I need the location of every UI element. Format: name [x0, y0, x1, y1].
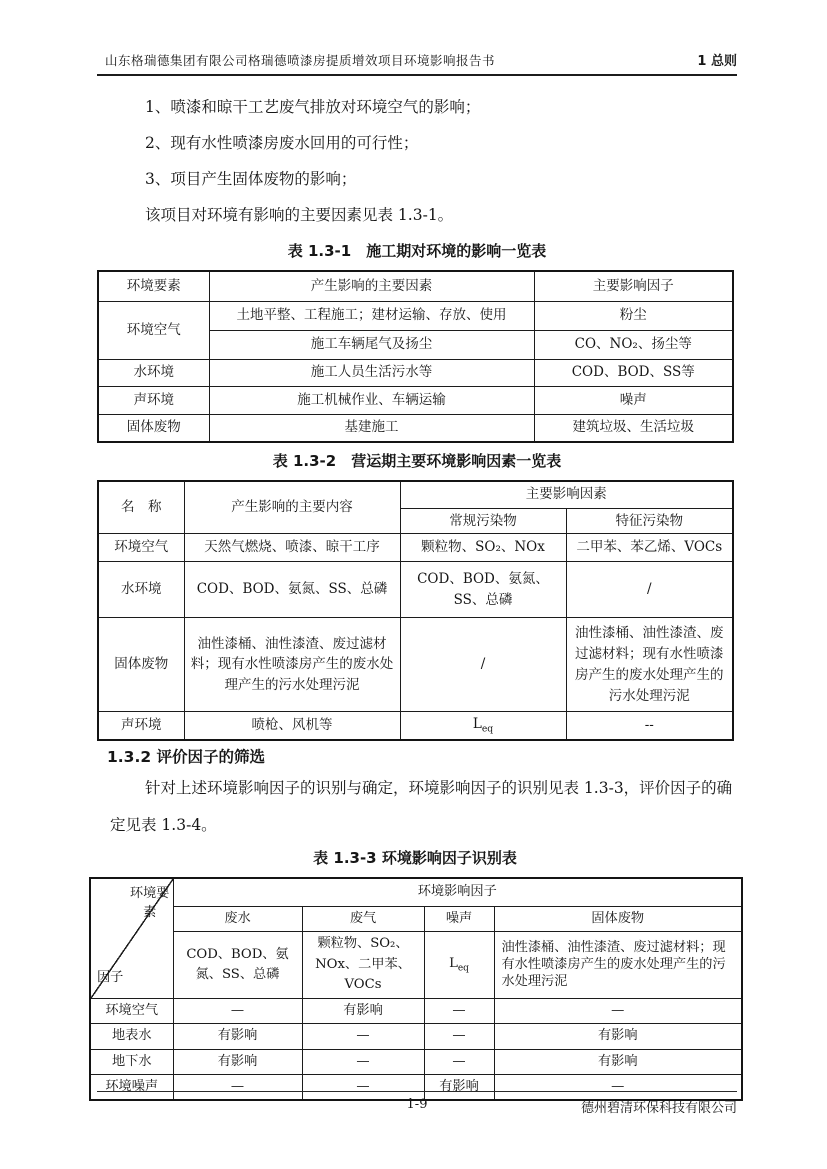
col-header: 特征污染物: [566, 508, 733, 534]
table-cell: 环境空气: [98, 534, 184, 562]
table-cell: 环境空气: [98, 301, 209, 359]
table-cell: 油性漆桶、油性漆渣、废过滤材料；现有水性喷漆房产生的废水处理产生的污水处理污泥: [566, 618, 733, 712]
table-cell: /: [400, 618, 566, 712]
corner-label-factor: 因子: [97, 970, 124, 986]
page-number: 1-9: [406, 1097, 428, 1112]
col-header: 噪声: [424, 906, 494, 931]
table-cell: 有影响: [494, 1024, 742, 1049]
header-chapter-label: 1 总则: [697, 54, 737, 69]
table-cell: 颗粒物、SO₂、NOx: [400, 534, 566, 562]
table-cell: —: [424, 1049, 494, 1074]
factor-identification-table: [89, 877, 743, 1101]
table-cell: 声环境: [98, 712, 184, 740]
col-header: 主要影响因子: [534, 271, 733, 301]
table-cell: COD、BOD、氨氮、SS、总磷: [400, 562, 566, 618]
table-cell: 水环境: [98, 562, 184, 618]
table-cell: COD、BOD、氨氮、SS、总磷: [173, 932, 302, 998]
row-header: 地下水: [90, 1049, 173, 1074]
table-cell: 有影响: [494, 1049, 742, 1074]
table-cell: 土地平整、工程施工；建材运输、存放、使用: [209, 301, 534, 330]
table-cell: 天然气燃烧、喷漆、晾干工序: [184, 534, 400, 562]
table-cell: —: [494, 998, 742, 1023]
header-report-title: 山东格瑞德集团有限公司格瑞德喷漆房提质增效项目环境影响报告书: [105, 53, 496, 68]
operation-impact-table: [97, 480, 734, 741]
table-cell: 油性漆桶、油性漆渣、废过滤材料；现有水性喷漆房产生的废水处理产生的污水处理污泥: [494, 932, 742, 998]
table-cell: 二甲苯、苯乙烯、VOCs: [566, 534, 733, 562]
table-cell: 有影响: [173, 1049, 302, 1074]
table-cell: 颗粒物、SO₂、NOx、二甲苯、VOCs: [302, 932, 424, 998]
table-cell: 有影响: [173, 1024, 302, 1049]
table-cell: 固体废物: [98, 414, 209, 442]
intro-block: [110, 89, 735, 233]
col-header: 废水: [173, 906, 302, 931]
table-cell: —: [424, 998, 494, 1023]
table-cell: —: [173, 1075, 302, 1101]
table-cell: 声环境: [98, 386, 209, 414]
col-header: 固体废物: [494, 906, 742, 931]
col-header: 废气: [302, 906, 424, 931]
table-cell: COD、BOD、氨氮、SS、总磷: [184, 562, 400, 618]
table-cell: —: [302, 1075, 424, 1101]
footer-company: 德州碧清环保科技有限公司: [580, 1101, 737, 1116]
list-item: 3、项目产生固体废物的影响；: [145, 170, 357, 188]
col-header: 产生影响的主要内容: [184, 481, 400, 534]
page-footer: [97, 1091, 737, 1118]
group-header: 环境影响因子: [173, 878, 742, 906]
row-header: 地表水: [90, 1024, 173, 1049]
table-cell: --: [566, 712, 733, 740]
corner-label-element: 环境要素: [129, 886, 170, 921]
table-cell: —: [424, 1024, 494, 1049]
list-item: 2、现有水性喷漆房废水回用的可行性；: [145, 134, 419, 152]
col-header: 产生影响的主要因素: [209, 271, 534, 301]
col-header: 环境要素: [98, 271, 209, 301]
row-header: 环境噪声: [90, 1075, 173, 1101]
table-cell: /: [566, 562, 733, 618]
leq-symbol: L: [449, 955, 458, 971]
leq-subscript: eq: [457, 963, 469, 974]
leq-subscript: eq: [481, 724, 494, 736]
table-cell: 粉尘: [534, 301, 733, 330]
col-header: 常规污染物: [400, 508, 566, 534]
table-cell: —: [173, 998, 302, 1023]
table-cell: 基建施工: [209, 414, 534, 442]
table-cell: —: [302, 1049, 424, 1074]
table-caption: 表 1.3-2 营运期主要环境影响因素一览表: [272, 452, 562, 470]
row-header: 环境空气: [90, 998, 173, 1023]
table-cell: 施工人员生活污水等: [209, 359, 534, 386]
table-cell: 施工车辆尾气及扬尘: [209, 330, 534, 359]
table-cell: 有影响: [424, 1075, 494, 1101]
diagonal-corner-cell: [90, 878, 173, 998]
table-cell: 喷枪、风机等: [184, 712, 400, 740]
table-cell: 建筑垃圾、生活垃圾: [534, 414, 733, 442]
leq-symbol: L: [472, 716, 482, 733]
page-header: [97, 0, 737, 76]
table-cell: COD、BOD、SS等: [534, 359, 733, 386]
table-cell: [424, 932, 494, 998]
table-cell: 施工机械作业、车辆运输: [209, 386, 534, 414]
table-cell: [400, 712, 566, 740]
table-cell: 噪声: [534, 386, 733, 414]
section-heading: 1.3.2 评价因子的筛选: [107, 748, 266, 767]
table-caption: 表 1.3-1 施工期对环境的影响一览表: [287, 242, 547, 260]
construction-impact-table: [97, 270, 734, 443]
section-paragraph: 针对上述环境影响因子的识别与确定，环境影响因子的识别见表 1.3-3，评价因子的确定见表 1.3-4。: [110, 779, 733, 835]
col-header: 名 称: [98, 481, 184, 534]
col-header: 主要影响因素: [400, 481, 733, 508]
table-cell: —: [494, 1075, 742, 1101]
list-item: 1、喷漆和晾干工艺废气排放对环境空气的影响；: [145, 98, 481, 116]
table-cell: 水环境: [98, 359, 209, 386]
table-cell: CO、NO₂、扬尘等: [534, 330, 733, 359]
lead-paragraph: 该项目对环境有影响的主要因素见表 1.3-1。: [145, 206, 454, 224]
table-caption: 表 1.3-3 环境影响因子识别表: [313, 849, 517, 868]
table-cell: —: [302, 1024, 424, 1049]
table-cell: 油性漆桶、油性漆渣、废过滤材料；现有水性喷漆房产生的废水处理产生的污水处理污泥: [184, 618, 400, 712]
table-cell: 有影响: [302, 998, 424, 1023]
table-cell: 固体废物: [98, 618, 184, 712]
